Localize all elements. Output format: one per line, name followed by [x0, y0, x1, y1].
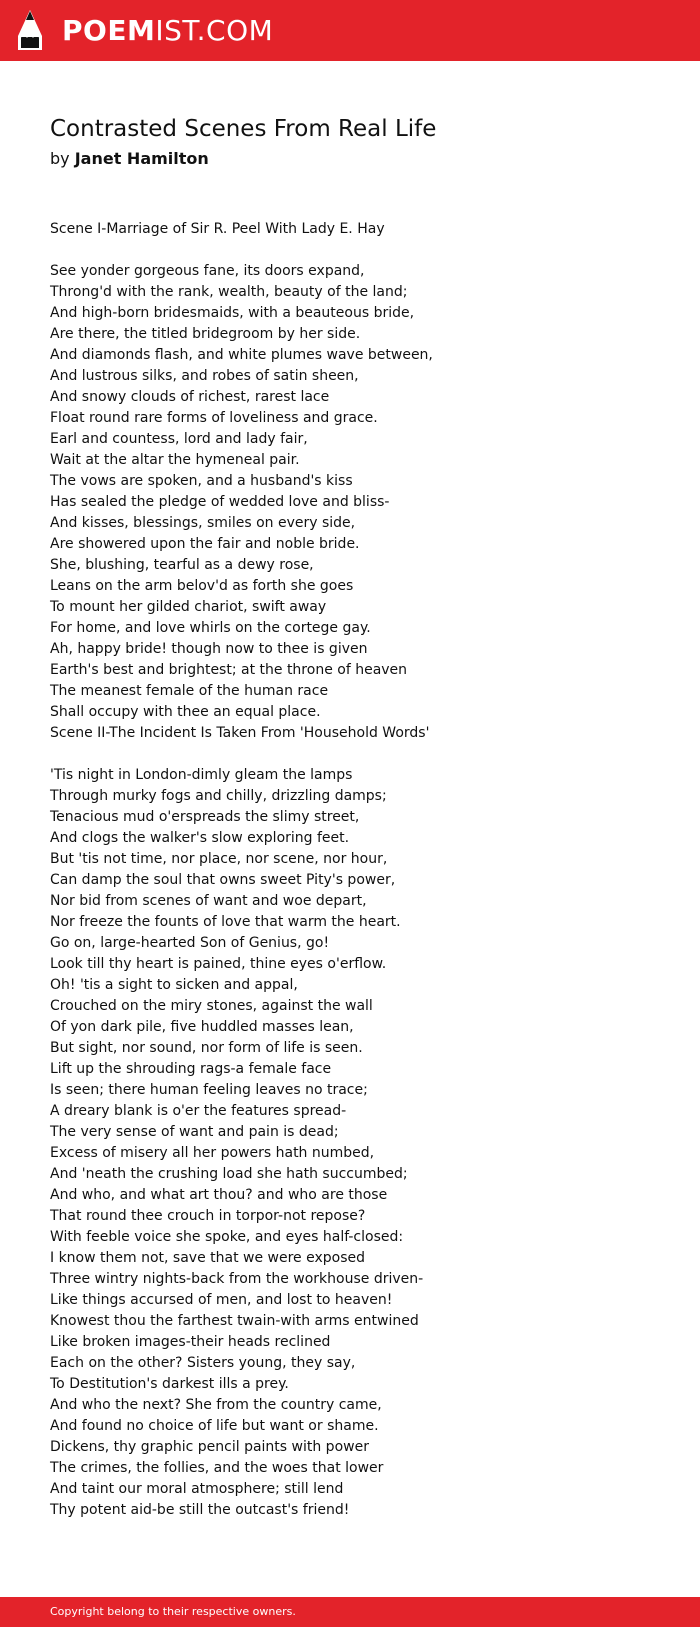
poem-line: Go on, large-hearted Son of Genius, go!: [50, 935, 330, 951]
poem-line: Look till thy heart is pained, thine eyes o'erflow.: [50, 956, 387, 972]
poem-line: Crouched on the miry stones, against the wall: [50, 998, 373, 1014]
site-footer: [0, 1597, 700, 1627]
site-header: [0, 0, 700, 61]
poem-line: Dickens, thy graphic pencil paints with power: [50, 1439, 369, 1455]
poem-line: The meanest female of the human race: [50, 683, 329, 699]
site-logo[interactable]: POEMIST.COM: [62, 14, 274, 47]
poem-line: To Destitution's darkest ills a prey.: [50, 1376, 289, 1392]
poem-line: And clogs the walker's slow exploring feet.: [50, 830, 350, 846]
poem-line: The crimes, the follies, and the woes that lower: [50, 1460, 384, 1476]
poem-line: Of yon dark pile, five huddled masses lean,: [50, 1019, 354, 1035]
stanza-break: [50, 240, 670, 261]
poem-line: The very sense of want and pain is dead;: [50, 1124, 339, 1140]
poem-line: To mount her gilded chariot, swift away: [50, 599, 327, 615]
poem-line: Lift up the shrouding rags-a female face: [50, 1061, 332, 1077]
poem-line: Are showered upon the fair and noble bride.: [50, 536, 360, 552]
poem-line: Earth's best and brightest; at the throne of heaven: [50, 662, 408, 678]
poem-line: With feeble voice she spoke, and eyes half-closed:: [50, 1229, 404, 1245]
copyright-notice: Copyright belong to their respective owners.: [50, 1605, 296, 1618]
poem-line: Earl and countess, lord and lady fair,: [50, 431, 308, 447]
poem-line: Thy potent aid-be still the outcast's friend!: [50, 1502, 350, 1518]
pencil-tip-icon[interactable]: [18, 10, 42, 50]
poem-line: Like things accursed of men, and lost to heaven!: [50, 1292, 393, 1308]
poem-line: Like broken images-their heads reclined: [50, 1334, 331, 1350]
poem-line: Ah, happy bride! though now to thee is given: [50, 641, 368, 657]
author-name[interactable]: Janet Hamilton: [74, 149, 209, 168]
poem-title: Contrasted Scenes From Real Life: [50, 116, 437, 142]
poem-line: Has sealed the pledge of wedded love and bliss-: [50, 494, 390, 510]
poem-line: And high-born bridesmaids, with a beauteous bride,: [50, 305, 415, 321]
poem-line: Are there, the titled bridegroom by her side.: [50, 326, 361, 342]
poem-line: And snowy clouds of richest, rarest lace: [50, 389, 330, 405]
poem-line: Shall occupy with thee an equal place.: [50, 704, 321, 720]
poem-line: Wait at the altar the hymeneal pair.: [50, 452, 300, 468]
poem-line: And 'neath the crushing load she hath succumbed;: [50, 1166, 408, 1182]
poem-line: Oh! 'tis a sight to sicken and appal,: [50, 977, 298, 993]
poem-line: Each on the other? Sisters young, they say,: [50, 1355, 356, 1371]
poem-line: Is seen; there human feeling leaves no trace;: [50, 1082, 368, 1098]
poem-line: I know them not, save that we were exposed: [50, 1250, 366, 1266]
poem-line: For home, and love whirls on the cortege gay.: [50, 620, 371, 636]
poem-line: But sight, nor sound, nor form of life is seen.: [50, 1040, 363, 1056]
poem-line: She, blushing, tearful as a dewy rose,: [50, 557, 314, 573]
poem-line: And lustrous silks, and robes of satin sheen,: [50, 368, 359, 384]
poem-body: [50, 219, 670, 1521]
poem-line: A dreary blank is o'er the features spread-: [50, 1103, 347, 1119]
poem-line: Knowest thou the farthest twain-with arms entwined: [50, 1313, 419, 1329]
poem-line: Tenacious mud o'erspreads the slimy street,: [50, 809, 360, 825]
poem-line: And who the next? She from the country came,: [50, 1397, 382, 1413]
stanza-break: [50, 744, 670, 765]
poem-line: And who, and what art thou? and who are those: [50, 1187, 388, 1203]
poem-line: That round thee crouch in torpor-not repose?: [50, 1208, 366, 1224]
poem-line: Float round rare forms of loveliness and grace.: [50, 410, 378, 426]
poem-line: Nor freeze the founts of love that warm the heart.: [50, 914, 401, 930]
poem-line: 'Tis night in London-dimly gleam the lamps: [50, 767, 353, 783]
poem-line: But 'tis not time, nor place, nor scene, nor hour,: [50, 851, 388, 867]
poem-line: And diamonds flash, and white plumes wave between,: [50, 347, 433, 363]
poem-line: Throng'd with the rank, wealth, beauty of the land;: [50, 284, 408, 300]
poem-line: The vows are spoken, and a husband's kiss: [50, 473, 353, 489]
poem-line: Scene I-Marriage of Sir R. Peel With Lady E. Hay: [50, 221, 385, 237]
poem-line: And found no choice of life but want or shame.: [50, 1418, 379, 1434]
poem-line: Excess of misery all her powers hath numbed,: [50, 1145, 375, 1161]
by-label: by: [50, 149, 70, 168]
poem-line: And taint our moral atmosphere; still lend: [50, 1481, 344, 1497]
poem-line: Can damp the soul that owns sweet Pity's power,: [50, 872, 396, 888]
poem-line: Three wintry nights-back from the workhouse driven-: [50, 1271, 424, 1287]
poem-line: Scene II-The Incident Is Taken From 'Household Words': [50, 725, 430, 741]
poem-line: See yonder gorgeous fane, its doors expand,: [50, 263, 365, 279]
byline: [50, 148, 209, 170]
poem-line: And kisses, blessings, smiles on every side,: [50, 515, 356, 531]
poem-line: Through murky fogs and chilly, drizzling damps;: [50, 788, 387, 804]
poem-line: Leans on the arm belov'd as forth she goes: [50, 578, 354, 594]
poem-line: Nor bid from scenes of want and woe depart,: [50, 893, 367, 909]
